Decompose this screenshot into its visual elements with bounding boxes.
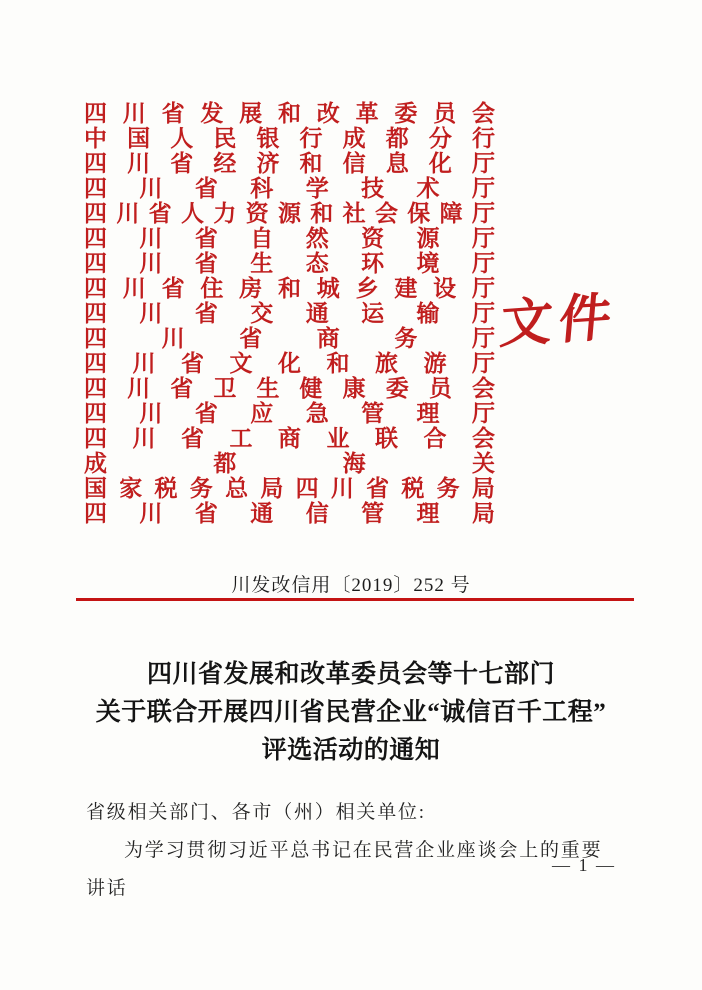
department-char: 设 xyxy=(433,276,457,301)
department-char: 城 xyxy=(316,276,340,301)
department-char: 境 xyxy=(416,251,440,276)
department-char: 运 xyxy=(361,301,385,326)
department-char: 人 xyxy=(180,201,204,226)
department-char: 省 xyxy=(181,426,204,451)
title-line-2: 关于联合开展四川省民营企业“诚信百千工程” xyxy=(95,699,607,726)
department-char: 川 xyxy=(161,326,185,351)
department-char: 员 xyxy=(428,376,452,401)
department-char: 会 xyxy=(471,101,495,126)
department-char: 四 xyxy=(84,176,107,201)
department-char: 局 xyxy=(471,476,495,501)
department-char: 商 xyxy=(316,326,340,351)
department-char: 成 xyxy=(84,451,107,476)
department-char: 联 xyxy=(375,426,398,451)
department-char: 务 xyxy=(189,476,213,501)
department-char: 合 xyxy=(423,426,447,451)
department-char: 务 xyxy=(436,476,460,501)
department-char: 行 xyxy=(471,126,495,151)
department-char: 商 xyxy=(278,426,301,451)
department-char: 和 xyxy=(326,351,350,376)
department-char: 工 xyxy=(229,426,253,451)
department-char: 川 xyxy=(139,176,163,201)
department-char: 川 xyxy=(127,376,151,401)
department-char: 源 xyxy=(277,201,301,226)
department-char: 川 xyxy=(139,226,163,251)
department-char: 输 xyxy=(416,301,440,326)
department-char: 都 xyxy=(213,451,237,476)
department-char: 业 xyxy=(326,426,350,451)
department-char: 社 xyxy=(342,201,366,226)
department-char: 厅 xyxy=(471,226,495,251)
department-char: 海 xyxy=(342,451,366,476)
department-char: 和 xyxy=(310,201,334,226)
department-char: 川 xyxy=(122,101,146,126)
department-char: 会 xyxy=(472,426,495,451)
department-char: 力 xyxy=(213,201,237,226)
department-char: 四 xyxy=(84,501,107,526)
department-char: 态 xyxy=(305,251,329,276)
department-char: 障 xyxy=(439,201,463,226)
department-char: 省 xyxy=(194,301,218,326)
department-char: 厅 xyxy=(471,176,495,201)
department-char: 总 xyxy=(225,476,249,501)
department-char: 关 xyxy=(471,451,495,476)
department-row xyxy=(84,126,495,151)
department-char: 民 xyxy=(213,126,237,151)
department-char: 经 xyxy=(213,151,237,176)
department-char: 旅 xyxy=(375,351,398,376)
department-char: 息 xyxy=(385,151,409,176)
department-char: 川 xyxy=(132,351,156,376)
department-char: 管 xyxy=(361,501,385,526)
department-char: 信 xyxy=(342,151,366,176)
department-char: 行 xyxy=(299,126,323,151)
department-char: 源 xyxy=(416,226,440,251)
department-char: 厅 xyxy=(471,251,495,276)
department-char: 局 xyxy=(260,476,284,501)
department-char: 厅 xyxy=(471,401,495,426)
title-line-3: 评选活动的通知 xyxy=(261,737,441,764)
department-char: 四 xyxy=(84,201,107,226)
department-char: 厅 xyxy=(471,276,495,301)
department-char: 省 xyxy=(170,151,194,176)
department-char: 税 xyxy=(154,476,178,501)
department-char: 四 xyxy=(84,426,107,451)
department-char: 学 xyxy=(305,176,329,201)
department-char: 川 xyxy=(139,501,163,526)
department-row xyxy=(84,101,495,126)
department-char: 健 xyxy=(299,376,323,401)
department-char: 人 xyxy=(170,126,194,151)
department-char: 省 xyxy=(366,476,390,501)
department-char: 化 xyxy=(278,351,301,376)
department-row xyxy=(84,226,495,251)
department-char: 都 xyxy=(385,126,409,151)
department-char: 川 xyxy=(116,201,140,226)
department-char: 川 xyxy=(139,301,163,326)
department-char: 资 xyxy=(361,226,385,251)
department-char: 厅 xyxy=(471,301,495,326)
department-char: 房 xyxy=(239,276,263,301)
department-char: 税 xyxy=(401,476,425,501)
department-row xyxy=(84,501,495,526)
department-char: 交 xyxy=(250,301,274,326)
department-char: 四 xyxy=(84,226,107,251)
department-char: 理 xyxy=(416,401,440,426)
department-char: 分 xyxy=(428,126,452,151)
department-char: 急 xyxy=(305,401,329,426)
department-char: 应 xyxy=(250,401,274,426)
department-char: 省 xyxy=(170,376,194,401)
department-char: 成 xyxy=(342,126,366,151)
department-char: 改 xyxy=(316,101,340,126)
department-char: 厅 xyxy=(471,151,495,176)
department-char: 省 xyxy=(148,201,172,226)
department-row xyxy=(84,476,495,501)
department-char: 住 xyxy=(200,276,224,301)
department-char: 省 xyxy=(194,401,218,426)
department-char: 生 xyxy=(256,376,280,401)
department-char: 四 xyxy=(84,276,107,301)
department-row xyxy=(84,401,495,426)
salutation: 省级相关部门、各市（州）相关单位: xyxy=(86,802,426,823)
department-char: 委 xyxy=(385,376,409,401)
department-char: 乡 xyxy=(355,276,379,301)
department-char: 信 xyxy=(305,501,329,526)
department-char: 四 xyxy=(84,301,107,326)
department-char: 川 xyxy=(132,426,156,451)
department-char: 员 xyxy=(433,101,457,126)
department-char: 技 xyxy=(361,176,385,201)
department-char: 保 xyxy=(407,201,431,226)
department-row xyxy=(84,276,495,301)
department-char: 科 xyxy=(250,176,274,201)
department-row xyxy=(84,251,495,276)
department-char: 省 xyxy=(194,501,218,526)
red-divider xyxy=(76,598,634,601)
department-char: 四 xyxy=(84,251,107,276)
department-char: 然 xyxy=(305,226,329,251)
department-char: 银 xyxy=(256,126,280,151)
department-char: 川 xyxy=(330,476,354,501)
department-char: 济 xyxy=(256,151,280,176)
doc-number: 川发改信用〔2019〕252 号 xyxy=(231,575,471,596)
department-char: 川 xyxy=(127,151,151,176)
department-char: 省 xyxy=(161,101,185,126)
department-char: 会 xyxy=(471,376,495,401)
department-char: 厅 xyxy=(471,326,495,351)
department-char: 通 xyxy=(250,501,274,526)
department-char: 自 xyxy=(250,226,274,251)
department-row xyxy=(84,376,495,401)
department-char: 四 xyxy=(295,476,319,501)
department-char: 四 xyxy=(84,376,107,401)
department-char: 康 xyxy=(342,376,366,401)
department-char: 厅 xyxy=(472,351,495,376)
department-row xyxy=(84,451,495,476)
department-char: 省 xyxy=(181,351,204,376)
department-row xyxy=(84,351,495,376)
department-char: 和 xyxy=(277,101,301,126)
department-char: 和 xyxy=(277,276,301,301)
department-char: 术 xyxy=(416,176,440,201)
department-char: 委 xyxy=(394,101,418,126)
department-row xyxy=(84,176,495,201)
page-number: — 1 — xyxy=(552,855,616,875)
department-char: 会 xyxy=(374,201,398,226)
department-char: 中 xyxy=(84,126,107,151)
department-char: 和 xyxy=(299,151,323,176)
title-line-1: 四川省发展和改革委员会等十七部门 xyxy=(146,661,555,688)
department-char: 化 xyxy=(428,151,452,176)
department-char: 省 xyxy=(194,176,218,201)
department-char: 建 xyxy=(394,276,418,301)
department-char: 川 xyxy=(139,251,163,276)
department-char: 省 xyxy=(239,326,263,351)
department-char: 文 xyxy=(229,351,253,376)
document-body xyxy=(86,794,616,908)
department-char: 省 xyxy=(161,276,185,301)
department-char: 省 xyxy=(194,251,218,276)
department-list xyxy=(84,101,495,526)
department-char: 四 xyxy=(84,151,107,176)
department-char: 四 xyxy=(84,401,107,426)
department-char: 理 xyxy=(416,501,440,526)
department-char: 家 xyxy=(119,476,143,501)
department-char: 展 xyxy=(239,101,263,126)
department-char: 四 xyxy=(84,326,107,351)
department-char: 四 xyxy=(84,351,107,376)
department-char: 资 xyxy=(245,201,269,226)
department-char: 四 xyxy=(84,101,107,126)
department-row xyxy=(84,426,495,451)
department-char: 环 xyxy=(361,251,385,276)
body-paragraph: 为学习贯彻习近平总书记在民营企业座谈会上的重要讲话 xyxy=(86,840,603,899)
department-char: 务 xyxy=(394,326,418,351)
department-char: 管 xyxy=(361,401,385,426)
department-char: 通 xyxy=(305,301,329,326)
document-kicker: 文件 xyxy=(497,288,621,355)
department-char: 厅 xyxy=(471,201,495,226)
department-char: 局 xyxy=(471,501,495,526)
department-row xyxy=(84,301,495,326)
department-char: 川 xyxy=(122,276,146,301)
department-char: 省 xyxy=(194,226,218,251)
department-char: 游 xyxy=(423,351,447,376)
department-char: 发 xyxy=(200,101,224,126)
department-row xyxy=(84,151,495,176)
department-char: 卫 xyxy=(213,376,237,401)
department-char: 革 xyxy=(355,101,379,126)
department-char: 生 xyxy=(250,251,274,276)
department-row xyxy=(84,201,495,226)
department-char: 川 xyxy=(139,401,163,426)
document-title xyxy=(0,656,702,770)
department-char: 国 xyxy=(127,126,151,151)
department-row xyxy=(84,326,495,351)
department-char: 国 xyxy=(84,476,107,501)
